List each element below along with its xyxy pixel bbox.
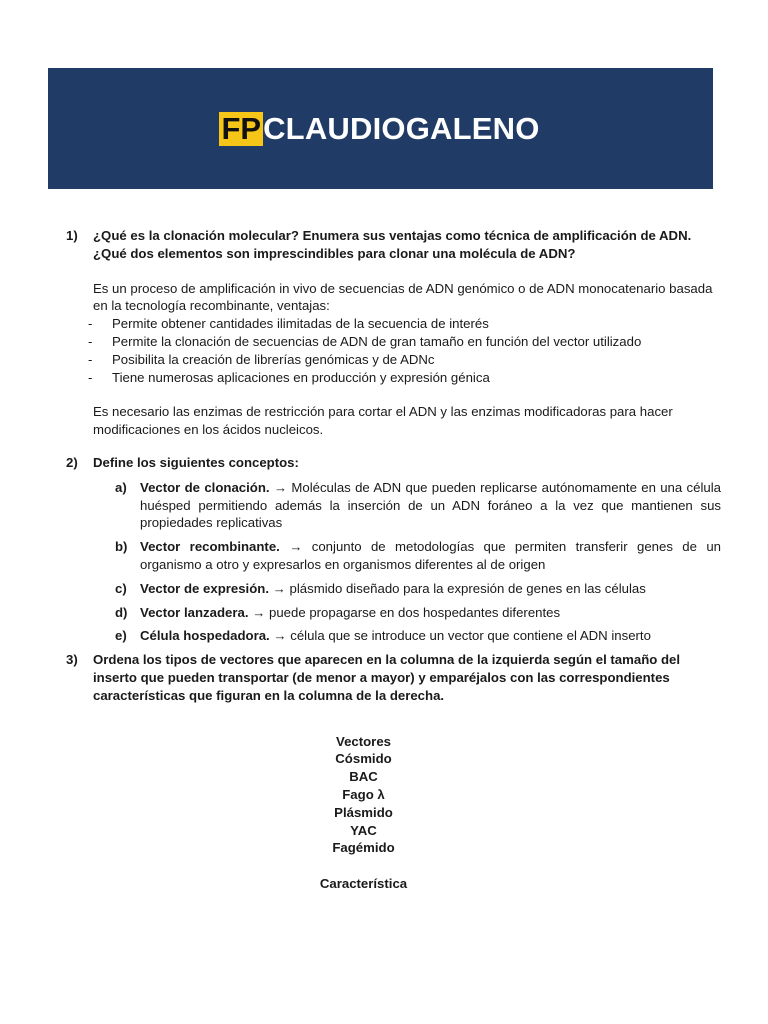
list-item-text: Permite la clonación de secuencias de ADN de gran tamaño en función del vector utilizado	[112, 333, 642, 349]
vector-item: Fagémido	[332, 840, 395, 856]
bullet-marker: -	[88, 369, 93, 385]
question-text	[93, 227, 721, 263]
logo-fp-badge: FP	[221, 110, 262, 146]
definition-body: → conjunto de metodologías que permiten transferir genes de un organismo a otro y expresarlos en organismos diferentes al de origen	[140, 539, 721, 572]
definition-body: → puede propagarse en dos hospedantes diferentes	[248, 604, 561, 620]
definition-term: Vector de clonación.	[140, 479, 270, 495]
definition-term: Vector recombinante.	[140, 539, 280, 555]
list-item	[66, 351, 721, 369]
vectors-heading: Vectores	[336, 733, 391, 749]
definition-term: Vector de expresión.	[140, 580, 269, 596]
definition-term: Célula hospedadora.	[140, 628, 270, 644]
answer-paragraph: Es necesario las enzimas de restricción para cortar el ADN y las enzimas modificadoras para hacer modificaciones en los ácidos nucleicos.	[93, 404, 673, 438]
question-text: Define los siguientes conceptos:	[93, 454, 299, 470]
bullet-marker: -	[88, 351, 93, 367]
vector-item: YAC	[350, 822, 377, 838]
document-body	[66, 227, 721, 893]
vector-item: Fago λ	[342, 786, 385, 802]
question-number: 2)	[66, 454, 78, 470]
question-number: 1)	[66, 228, 78, 243]
question-line: ¿Qué dos elementos son imprescindibles para clonar una molécula de ADN?	[93, 245, 576, 261]
list-item	[66, 315, 721, 333]
definition-item	[93, 604, 721, 622]
question-text: Ordena los tipos de vectores que aparecen en la columna de la izquierda según el tamaño del inserto que pueden transportar (de menor a mayor) y emparéjalos con las correspondientes características que figuran en la columna de la derecha.	[93, 652, 681, 703]
definition-text	[140, 604, 721, 622]
vector-item: Plásmido	[334, 804, 393, 820]
definition-letter: d)	[115, 604, 128, 620]
list-item-text: Tiene numerosas aplicaciones en producción y expresión génica	[112, 369, 490, 385]
list-item-text: Posibilita la creación de librerías genómicas y de ADNc	[112, 351, 435, 367]
definition-item	[93, 627, 721, 645]
definition-letter: c)	[115, 580, 127, 596]
vector-item: Cósmido	[335, 751, 392, 767]
definitions-list	[93, 479, 721, 645]
definition-letter: e)	[115, 628, 127, 644]
definition-text	[140, 479, 721, 532]
definition-item	[93, 538, 721, 574]
definition-term: Vector lanzadera.	[140, 604, 249, 620]
question-1	[66, 227, 721, 263]
list-item	[66, 369, 721, 387]
question-number: 3)	[66, 652, 78, 668]
definition-body: → célula que se introduce un vector que contiene el ADN inserto	[269, 628, 651, 644]
vector-item: BAC	[349, 769, 378, 785]
definition-letter: a)	[115, 479, 127, 495]
definition-body: → Moléculas de ADN que pueden replicarse autónomamente en una célula huésped permitiendo además la inserción de un ADN foráneo a la vez que mantienen sus propiedades replicativas	[140, 479, 721, 531]
definition-text	[140, 627, 721, 645]
answer-paragraph: Es un proceso de amplificación in vivo de secuencias de ADN genómico o de ADN monocatenario basada en la tecnología recombinante, ventajas:	[93, 280, 713, 314]
header-banner	[48, 68, 713, 189]
vectors-column	[6, 733, 721, 858]
definition-item	[93, 580, 721, 598]
definition-text	[140, 580, 721, 598]
list-item	[66, 333, 721, 351]
site-logo[interactable]	[219, 112, 539, 146]
logo-name: CLAUDIOGALENO	[263, 110, 540, 146]
question-2	[66, 454, 721, 472]
definition-text	[140, 538, 721, 574]
question-line: ¿Qué es la clonación molecular? Enumera sus ventajas como técnica de amplificación de ADN.	[93, 228, 692, 243]
definition-body: → plásmido diseñado para la expresión de genes en las células	[269, 580, 646, 596]
characteristics-heading: Característica	[319, 876, 408, 892]
bullet-marker: -	[88, 316, 93, 332]
question-3	[66, 651, 721, 704]
bullet-marker: -	[88, 333, 93, 349]
list-item-text: Permite obtener cantidades ilimitadas de la secuencia de interés	[112, 316, 489, 332]
definition-item	[93, 479, 721, 532]
advantages-list	[66, 315, 721, 386]
definition-letter: b)	[115, 539, 128, 555]
